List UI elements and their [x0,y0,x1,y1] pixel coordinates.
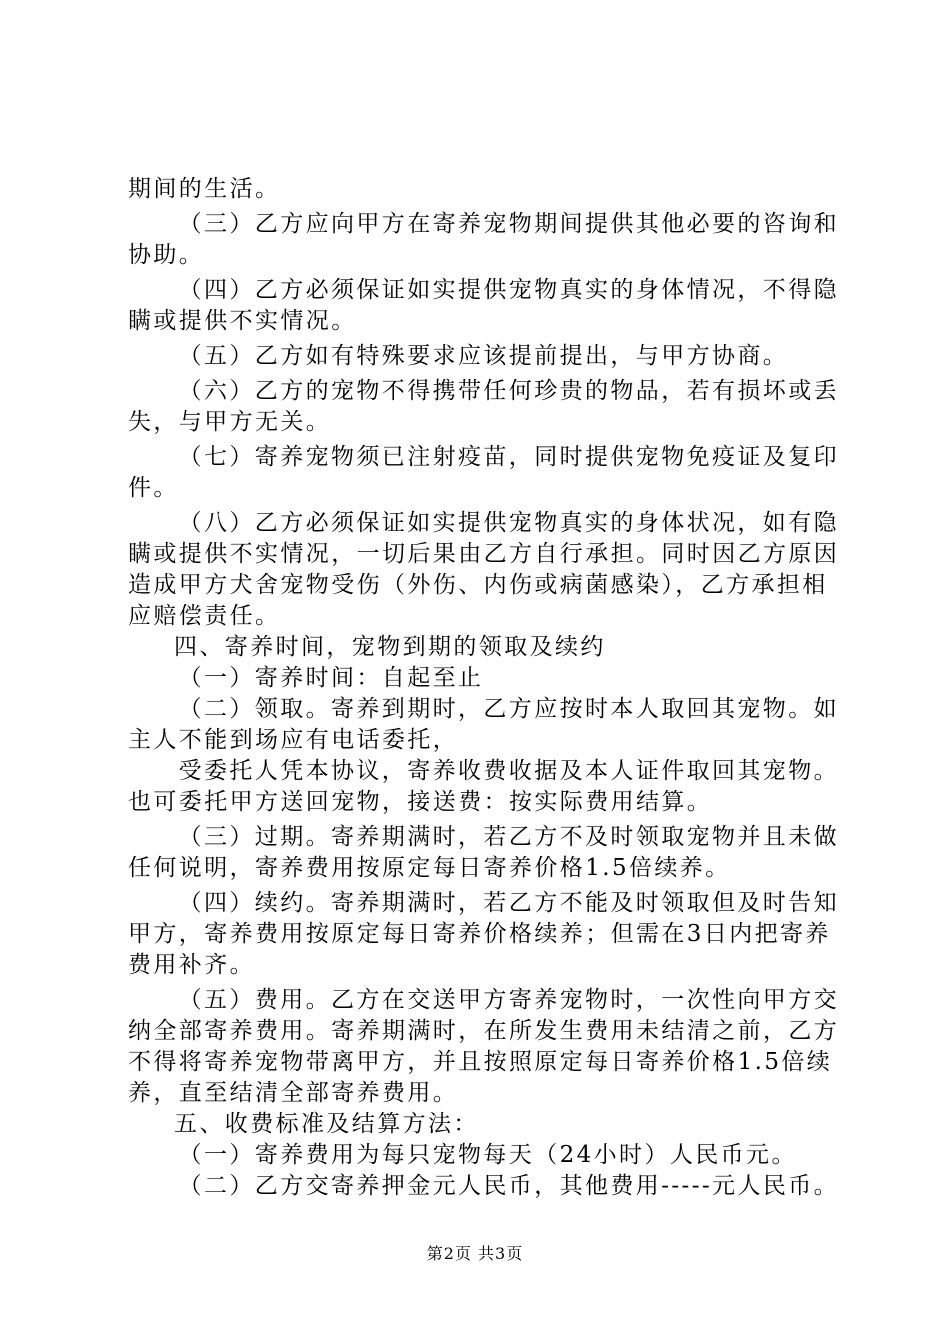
section4-clause-2: （二）领取。寄养到期时，乙方应按时本人取回其宠物。如主人不能到场应有电话委托， [128,696,839,753]
clause-3: （三）乙方应向甲方在寄养宠物期间提供其他必要的咨询和协助。 [128,211,839,268]
clause-7: （七）寄养宠物须已注射疫苗，同时提供宠物免疫证及复印件。 [128,444,839,501]
section4-clause-2-continued: 受委托人凭本协议，寄养收费收据及本人证件取回其宠物。也可委托甲方送回宠物，接送费：按实际费用结算。 [128,758,839,815]
section4-clause-5: （五）费用。乙方在交送甲方寄养宠物时，一次性向甲方交纳全部寄养费用。寄养期满时，在所发生费用未结清之前，乙方不得将寄养宠物带离甲方，并且按照原定每日寄养价格1.5倍续养，直至结清全部寄养费用。 [128,987,840,1106]
paragraph-continuation: 期间的生活。 [128,176,281,202]
section5-clause-2: （二）乙方交寄养押金元人民币，其他费用-----元人民币。 [178,1173,840,1199]
page-number-footer: 第2页 共3页 [426,1244,524,1263]
document-body [128,174,840,1202]
clause-5: （五）乙方如有特殊要求应该提前提出，与甲方协商。 [178,343,789,369]
section4-clause-3: （三）过期。寄养期满时，若乙方不及时领取宠物并且未做任何说明，寄养费用按原定每日寄养价格1.5倍续养。 [128,824,839,881]
clause-6: （六）乙方的宠物不得携带任何珍贵的物品，若有损坏或丢失，与甲方无关。 [128,378,839,435]
section4-clause-4: （四）续约。寄养期满时，若乙方不能及时领取但及时告知甲方，寄养费用按原定每日寄养价格续养；但需在3日内把寄养费用补齐。 [128,890,839,978]
clause-8: （八）乙方必须保证如实提供宠物真实的身体状况，如有隐瞒或提供不实情况，一切后果由乙方自行承担。同时因乙方原因造成甲方犬舍宠物受伤（外伤、内伤或病菌感染），乙方承担相应赔偿责任。 [128,510,840,629]
clause-4: （四）乙方必须保证如实提供宠物真实的身体情况，不得隐瞒或提供不实情况。 [128,277,839,334]
section4-clause-1: （一）寄养时间：自起至止 [178,665,484,691]
section-heading-5: 五、收费标准及结算方法： [174,1111,479,1137]
section5-clause-1: （一）寄养费用为每只宠物每天（24小时）人民币元。 [178,1142,797,1168]
section-heading-4: 四、寄养时间，宠物到期的领取及续约 [174,634,606,660]
